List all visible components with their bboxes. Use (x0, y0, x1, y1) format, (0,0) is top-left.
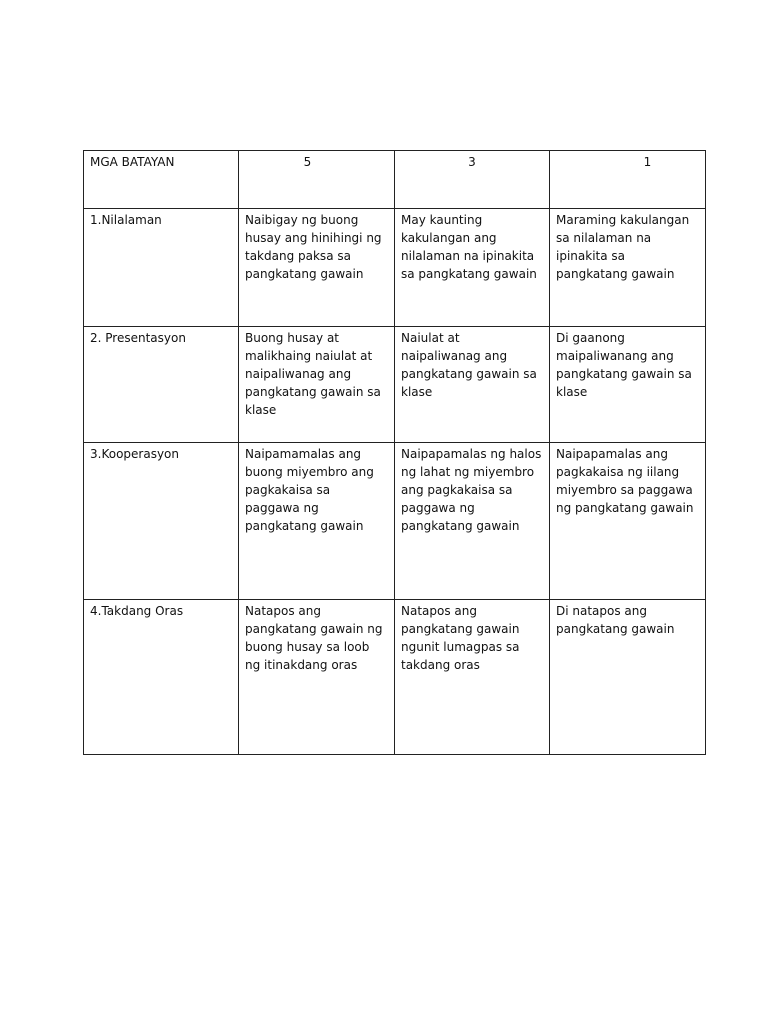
score-1-description: Di gaanong maipaliwanang ang pangkatang gawain sa klase (550, 327, 706, 443)
score-1-label: 1 (643, 155, 652, 169)
rubric-row-takdang-oras (84, 600, 706, 755)
rubric-header-row (84, 151, 706, 209)
score-5-label: 5 (303, 155, 312, 169)
rubric-row-presentasyon (84, 327, 706, 443)
criteria-header-cell: MGA BATAYAN (84, 151, 239, 209)
score-1-description: Di natapos ang pangkatang gawain (550, 600, 706, 755)
score-3-description: Naiulat at naipaliwanag ang pangkatang gawain sa klase (395, 327, 550, 443)
criterion-cell: 4.Takdang Oras (84, 600, 239, 755)
criterion-cell: 3.Kooperasyon (84, 443, 239, 600)
score-3-description: Natapos ang pangkatang gawain ngunit lumagpas sa takdang oras (395, 600, 550, 755)
score-5-description: Naipamamalas ang buong miyembro ang pagkakaisa sa paggawa ng pangkatang gawain (239, 443, 395, 600)
score-5-description: Natapos ang pangkatang gawain ng buong husay sa loob ng itinakdang oras (239, 600, 395, 755)
criterion-cell: 1.Nilalaman (84, 209, 239, 327)
score-3-label: 3 (468, 155, 476, 169)
score-5-description: Buong husay at malikhaing naiulat at naipaliwanag ang pangkatang gawain sa klase (239, 327, 395, 443)
score-3-description: May kaunting kakulangan ang nilalaman na ipinakita sa pangkatang gawain (395, 209, 550, 327)
score-3-header-cell (395, 151, 550, 209)
score-5-description: Naibigay ng buong husay ang hinihingi ng takdang paksa sa pangkatang gawain (239, 209, 395, 327)
score-1-description: Naipapamalas ang pagkakaisa ng iilang miyembro sa paggawa ng pangkatang gawain (550, 443, 706, 600)
rubric-row-kooperasyon (84, 443, 706, 600)
criterion-cell: 2. Presentasyon (84, 327, 239, 443)
score-1-description: Maraming kakulangan sa nilalaman na ipinakita sa pangkatang gawain (550, 209, 706, 327)
rubric-table (83, 150, 706, 755)
score-5-header-cell (239, 151, 395, 209)
rubric-row-nilalaman (84, 209, 706, 327)
score-1-header-cell (550, 151, 706, 209)
score-3-description: Naipapamalas ng halos ng lahat ng miyembro ang pagkakaisa sa paggawa ng pangkatang gawain (395, 443, 550, 600)
